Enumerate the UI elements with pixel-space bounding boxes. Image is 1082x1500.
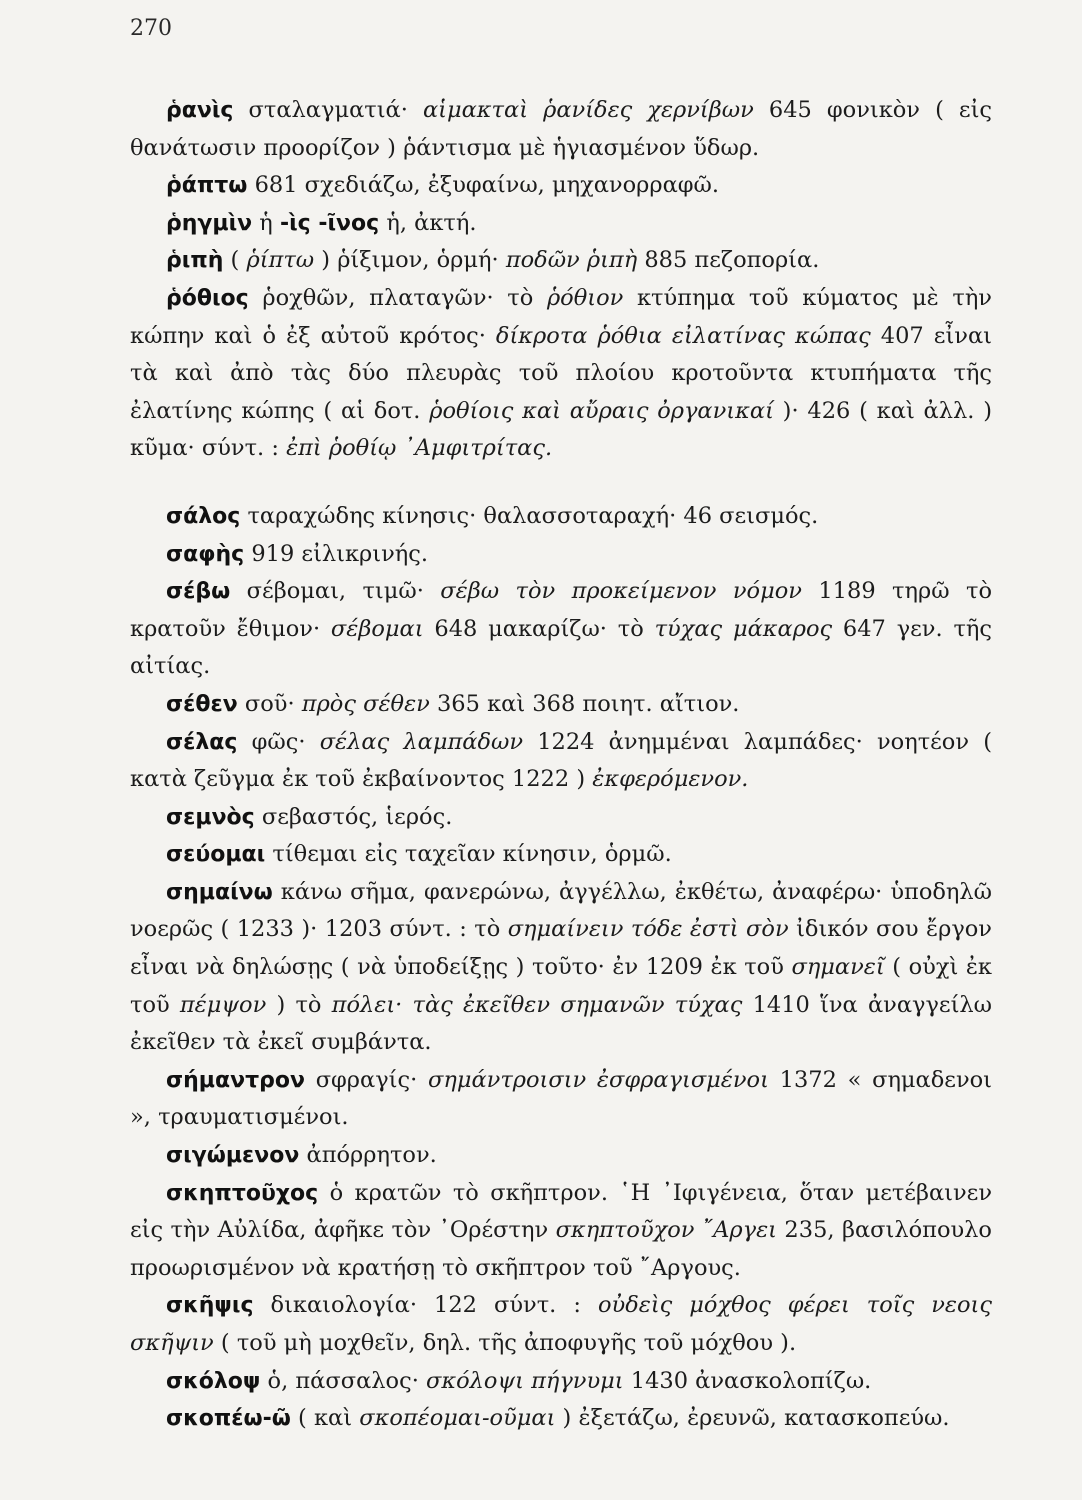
definition-text: 645 φονικὸν ( εἰς θανάτωσιν προορίζον ) ῥάντισμα μὲ ἡγιασμένον ὕδωρ. <box>130 97 993 161</box>
quotation: σκόλοψι πήγνυμι <box>426 1367 624 1394</box>
definition-text: ἀπόρρητον. <box>299 1142 437 1169</box>
headword: σκηπτοῦχος <box>166 1180 319 1206</box>
definition-text: κάνω σῆμα, φανερώνω, ἀγγέλλω, ἐκθέτω, ἀναφέρω· ὑποδηλῶ νοερῶς ( 1233 )· 1203 σύντ. : τὸ <box>130 878 992 943</box>
glossary-entry <box>130 836 992 874</box>
quotation: τύχας μάκαρος <box>654 615 833 642</box>
quotation: σκηπτοῦχον ῎Αργει <box>555 1217 777 1244</box>
quotation: ῥίπτω <box>246 247 315 274</box>
quotation: πρὸς σέθεν <box>301 690 430 717</box>
definition-text: ( οὐχὶ ἐκ τοῦ <box>130 954 992 1018</box>
headword: σημαίνω <box>166 879 273 905</box>
headword: σάλος <box>166 503 241 529</box>
quotation: πέμψον <box>179 991 267 1018</box>
headword: σκῆψις <box>166 1293 254 1319</box>
definition-text: ὁ κρατῶν τὸ σκῆπτρον. ῾Η ᾽Ιφιγένεια, ὅταν μετέβαινεν εἰς τὴν Αὐλίδα, ἀφῆκε τὸν ᾽Ορέστην <box>130 1179 992 1244</box>
definition-text: )· 426 ( καὶ ἀλλ. ) κῦμα· σύντ. : <box>130 397 992 462</box>
quotation: σημαίνειν τόδε ἐστὶ σὸν <box>507 916 789 943</box>
quotation: σκοπέομαι-οῦμαι <box>359 1405 556 1432</box>
definition-text: σοῦ· <box>237 690 302 717</box>
definition-text: ) ἐξετάζω, ἐρευνῶ, κατασκοπεύω. <box>555 1405 950 1432</box>
glossary-entry <box>130 799 992 837</box>
definition-text: ) τὸ <box>266 991 332 1018</box>
definition-text: δικαιολογία· 122 σύντ. : <box>253 1292 598 1319</box>
definition-text: 647 γεν. τῆς αἰτίας. <box>130 615 992 680</box>
headword: σέθεν <box>166 691 238 717</box>
definition-text: κτύπημα τοῦ κύματος μὲ τὴν κώπην καὶ ὁ ἐξ αὐτοῦ κρότος· <box>130 284 992 349</box>
headword: σέλας <box>166 729 238 755</box>
definition-text: ) ῥίξιμον, ὁρμή· <box>314 247 506 274</box>
headword: -ὶς -ῖνος <box>279 210 380 236</box>
quotation: οὐδεὶς μόχθος φέρει τοῖς νεοις σκῆψιν <box>130 1292 992 1356</box>
quotation: σέβω τὸν προκείμενον νόμον <box>440 578 802 605</box>
definition-text: ( καὶ <box>290 1405 360 1432</box>
glossary-entry <box>130 1400 992 1438</box>
quotation: δίκροτα ῥόθια εἰλατίνας κώπας <box>495 322 871 349</box>
definition-text: 235, βασιλόπουλο προωρισμένον νὰ κρατήσῃ τὸ σκῆπτρον τοῦ ῎Αργους. <box>130 1217 992 1281</box>
headword: ῥιπὴ <box>166 248 224 274</box>
definition-text: 407 εἶναι τὰ καὶ ἀπὸ τὰς δύο πλευρὰς τοῦ πλοίου κροτοῦντα κτυπήματα τῆς ἐλατίνης κώπης ( αἱ δοτ. <box>130 322 992 424</box>
definition-text: 1189 τηρῶ τὸ κρατοῦν ἔθιμον· <box>130 578 992 642</box>
headword: σαφὴς <box>166 541 245 567</box>
glossary-entry <box>130 498 992 536</box>
definition-text: ἰδικόν σου ἔργον εἶναι νὰ δηλώσῃς ( νὰ ὑποδείξῃς ) τοῦτο· ἐν 1209 ἐκ τοῦ <box>130 916 992 981</box>
glossary-entry <box>130 1363 992 1401</box>
quotation: σέλας λαμπάδων <box>319 728 524 755</box>
glossary-entry <box>130 724 992 799</box>
definition-text: 648 μακαρίζω· τὸ <box>423 615 655 642</box>
definition-text: ταραχώδης κίνησις· θαλασσοταραχή· 46 σεισμός. <box>240 502 819 529</box>
headword: ῥηγμὶν <box>166 210 253 236</box>
definition-text: σφραγίς· <box>304 1066 428 1093</box>
glossary-entry <box>130 92 992 167</box>
definition-text: σεβαστός, ἱερός. <box>254 803 453 830</box>
glossary-entry <box>130 167 992 205</box>
headword: σκοπέω-ῶ <box>166 1406 291 1432</box>
glossary-entry <box>130 1137 992 1175</box>
glossary-entry <box>130 536 992 574</box>
definition-text: ἡ, ἀκτή. <box>379 209 477 236</box>
glossary-entry <box>130 874 992 1062</box>
headword: ῥανὶς <box>166 98 234 123</box>
headword: σέβω <box>166 579 231 605</box>
definition-text: τίθεμαι εἰς ταχεῖαν κίνησιν, ὁρμῶ. <box>265 841 672 868</box>
definition-text: 365 καὶ 368 ποιητ. αἴτιον. <box>429 690 740 717</box>
definition-text: 1224 ἀνημμέναι λαμπάδες· νοητέον ( κατὰ ζεῦγμα ἐκ τοῦ ἐκβαίνοντος 1222 ) <box>130 728 992 793</box>
quotation: σημάντροισιν ἐσφραγισμένοι <box>427 1066 769 1093</box>
definition-text: ῥοχθῶν, πλαταγῶν· τὸ <box>248 284 547 311</box>
quotation: αἱμακταὶ ῥανίδες χερνίβων <box>422 97 754 123</box>
definition-text: 1410 ἵνα ἀναγγείλω ἐκεῖθεν τὰ ἐκεῖ συμβάντα. <box>130 991 993 1056</box>
definition-text: σταλαγματιά· <box>233 97 423 123</box>
definition-text: 681 σχεδιάζω, ἐξυφαίνω, μηχανορραφῶ. <box>247 172 720 199</box>
page-number: 270 <box>130 16 172 41</box>
definition-text: ( τοῦ μὴ μοχθεῖν, δηλ. τῆς ἀποφυγῆς τοῦ μόχθου ). <box>213 1330 797 1356</box>
glossary-entry <box>130 686 992 724</box>
headword: σήμαντρον <box>166 1067 305 1093</box>
glossary-entry <box>130 242 992 280</box>
headword: ῥάπτω <box>166 173 248 199</box>
quotation: ποδῶν ῥιπὴ <box>505 247 638 274</box>
headword: σεύομαι <box>166 842 266 868</box>
quotation: πόλει· τὰς ἐκεῖθεν σημανῶν τύχας <box>331 991 743 1018</box>
glossary-entry <box>130 1062 992 1137</box>
quotation: ῥόθιον <box>546 284 624 311</box>
glossary-entry <box>130 280 992 468</box>
quotation: ἐκφερόμενον. <box>592 766 749 793</box>
quotation: ἐπὶ ῥοθίῳ ᾽Αμφιτρίτας. <box>286 435 553 462</box>
definition-text: 1430 ἀνασκολοπίζω. <box>623 1367 872 1394</box>
definition-text: φῶς· <box>237 728 320 755</box>
headword: σεμνὸς <box>166 804 255 830</box>
headword: ῥόθιος <box>166 285 249 311</box>
definition-text: ( <box>223 247 247 274</box>
definition-text: 885 πεζοπορία. <box>637 247 820 274</box>
glossary-entry <box>130 1175 992 1288</box>
glossary-entry <box>130 205 992 243</box>
glossary-entries <box>130 92 992 1438</box>
headword: σκόλοψ <box>166 1368 261 1394</box>
glossary-entry <box>130 573 992 686</box>
glossary-entry <box>130 1287 992 1362</box>
headword: σιγώμενον <box>166 1143 300 1169</box>
definition-text: 919 εἰλικρινής. <box>244 540 429 567</box>
definition-text: ὁ, πάσσαλος· <box>260 1367 426 1394</box>
definition-text: σέβομαι, τιμῶ· <box>230 578 441 605</box>
quotation: ῥοθίοις καὶ αὔραις ὀργανικαί <box>429 397 774 424</box>
definition-text: 1372 « σημαδενοι », τραυματισμένοι. <box>130 1066 992 1131</box>
quotation: σημανεῖ <box>791 954 885 981</box>
definition-text: ἡ <box>252 209 280 236</box>
quotation: σέβομαι <box>330 615 424 642</box>
